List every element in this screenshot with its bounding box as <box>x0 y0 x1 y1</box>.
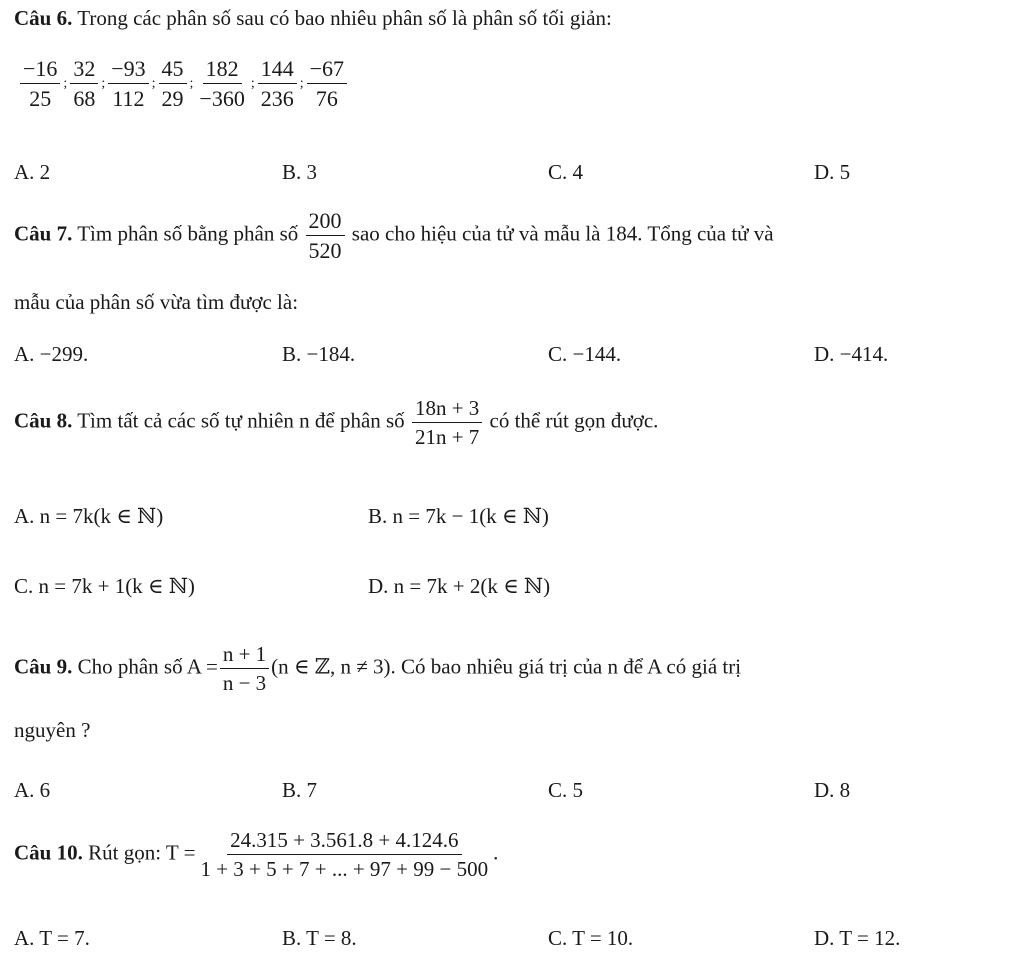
q10-label: Câu 10. <box>14 840 83 865</box>
q10-option-a: A. T = 7. <box>14 926 90 950</box>
q6-fraction-6: $\frac{144}{236}$ <box>258 56 297 112</box>
q6-fraction-4: $\frac{45}{29}$ <box>159 56 187 112</box>
q7-fraction: $\frac{200}{520}$ <box>306 208 345 264</box>
q9-text-line2: nguyên ? <box>14 718 91 742</box>
q9-option-d: D. 8 <box>814 778 851 802</box>
q6-fraction-1: $\frac{-16}{25}$ <box>20 56 60 112</box>
q10-expr-suffix: . <box>493 840 499 865</box>
q6-option-d: D. 5 <box>814 160 851 184</box>
q9-fraction: $\frac{n + 1}{n - 3}$ <box>220 642 269 695</box>
q9-expr-suffix: (n ∈ ℤ, n ≠ 3). <box>271 654 396 679</box>
q9-label: Câu 9. <box>14 654 73 679</box>
q10-stem <box>14 828 498 881</box>
q9-expr-prefix: A = <box>186 654 218 679</box>
q6-option-c: C. 4 <box>548 160 584 184</box>
q7-stem <box>14 208 774 264</box>
q7-option-a: A. −299. <box>14 342 89 366</box>
q9-option-c: C. 5 <box>548 778 584 802</box>
q9-text-before: Cho phân số <box>77 654 183 679</box>
q8-option-a: A. n = 7k(k ∈ ℕ) <box>14 504 164 528</box>
q9-option-a: A. 6 <box>14 778 51 802</box>
q8-option-c: C. n = 7k + 1(k ∈ ℕ) <box>14 574 195 598</box>
q6-label: Câu 6. <box>14 6 73 30</box>
q10-option-b: B. T = 8. <box>282 926 357 950</box>
q10-text-before: Rút gọn: <box>88 840 162 865</box>
q6-fraction-list: $\frac{-16}{25}$ ; $\frac{32}{68}$ ; $\frac{-93}{112}$ ; $\frac{45}{29}$ ; $\frac{182}{-360}$ ; $\frac{144}{236}$ ; $\frac{-67}{76}$ <box>18 56 349 112</box>
q9-stem <box>14 642 741 695</box>
q10-option-c: C. T = 10. <box>548 926 634 950</box>
q7-option-c: C. −144. <box>548 342 622 366</box>
q8-option-d: D. n = 7k + 2(k ∈ ℕ) <box>368 574 551 598</box>
q6-fraction-3: $\frac{-93}{112}$ <box>108 56 148 112</box>
q10-expr-prefix: T = <box>165 840 196 865</box>
q7-option-b: B. −184. <box>282 342 356 366</box>
q7-label: Câu 7. <box>14 221 73 246</box>
q7-text-before: Tìm phân số bằng phân số <box>77 221 299 246</box>
q9-option-b: B. 7 <box>282 778 318 802</box>
q10-option-d: D. T = 12. <box>814 926 901 950</box>
q7-text-line2: mẫu của phân số vừa tìm được là: <box>14 290 299 314</box>
q6-fraction-7: $\frac{-67}{76}$ <box>307 56 347 112</box>
q7-option-d: D. −414. <box>814 342 889 366</box>
q6-stem <box>14 6 612 31</box>
q6-option-a: A. 2 <box>14 160 51 184</box>
q6-fraction-2: $\frac{32}{68}$ <box>70 56 98 112</box>
q7-text-after: sao cho hiệu của tử và mẫu là 184. Tổng của tử và <box>351 221 774 246</box>
q6-text: Trong các phân số sau có bao nhiêu phân số là phân số tối giản: <box>77 6 612 30</box>
q8-stem <box>14 396 658 449</box>
q8-text-after: có thể rút gọn được. <box>489 408 659 433</box>
q8-option-b: B. n = 7k − 1(k ∈ ℕ) <box>368 504 549 528</box>
q8-text-before: Tìm tất cả các số tự nhiên n để phân số <box>77 408 405 433</box>
q8-label: Câu 8. <box>14 408 73 433</box>
q8-fraction: $\frac{18n + 3}{21n + 7}$ <box>412 396 482 449</box>
q10-fraction: $\frac{24.315 + 3.561.8 + 4.124.6}{1 + 3 + 5 + 7 + ... + 97 + 99 - 500}$ <box>200 828 489 882</box>
q6-option-b: B. 3 <box>282 160 318 184</box>
q9-text-after: Có bao nhiêu giá trị của n để A có giá trị <box>401 654 742 679</box>
q6-fraction-5: $\frac{182}{-360}$ <box>199 56 245 112</box>
